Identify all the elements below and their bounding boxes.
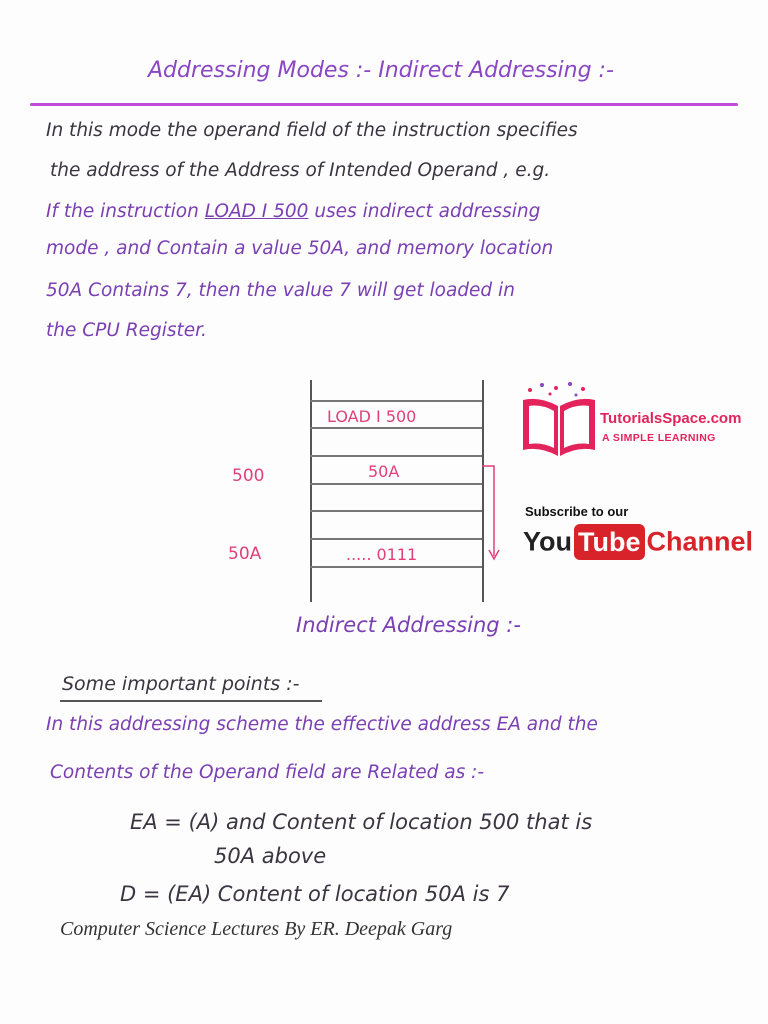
example-suffix: uses indirect addressing [314,201,541,222]
points-heading-underline [60,700,322,702]
memory-diagram [300,380,500,605]
subscribe-text: Subscribe to our [525,504,629,519]
title-underline [30,103,738,106]
brand-tagline: A SIMPLE LEARNING [602,432,716,444]
page-title: Addressing Modes :- Indirect Addressing :- [148,58,614,83]
memory-cell-500: 50A [368,462,400,481]
example-line-1 [46,203,540,222]
points-line-1: In this addressing scheme the effective address EA and the [46,714,598,735]
memory-divider [310,427,482,429]
diagram-caption: Indirect Addressing :- [296,613,521,637]
example-line-2: mode , and Contain a value 50A, and memory location [46,238,554,259]
example-prefix: If the instruction [46,201,199,222]
example-line-4: the CPU Register. [46,320,207,341]
memory-divider [310,483,482,485]
instruction-text: LOAD I 500 [204,201,309,222]
memory-cell-50a: ..... 0111 [346,545,418,564]
brand-name: TutorialsSpace.com [600,410,742,427]
memory-divider [310,538,482,540]
intro-line-1: In this mode the operand field of the instruction specifies [46,120,578,141]
formula-ea-line-2: 50A above [214,844,327,868]
footer-credit: Computer Science Lectures By ER. Deepak Garg [60,918,453,940]
example-line-3: 50A Contains 7, then the value 7 will get loaded in [46,280,515,301]
points-heading: Some important points :- [62,673,300,695]
youtube-channel-logo [523,524,753,560]
memory-left-border [310,380,312,602]
youtube-channel-text: Channel [646,526,754,557]
formula-ea-line-1: EA = (A) and Content of location 500 that is [130,810,593,834]
open-book-icon [520,382,600,462]
memory-divider [310,400,482,402]
address-50a: 50A [228,544,262,564]
memory-divider [310,510,482,512]
intro-line-2: the address of the Address of Intended Operand , e.g. [50,160,551,181]
pointer-arrow-icon [480,464,500,564]
youtube-tube-text: Tube [574,524,645,560]
youtube-you-text: You [523,526,572,557]
address-500: 500 [232,466,265,486]
tutorialsspace-logo [520,382,740,462]
memory-divider [310,566,482,568]
memory-divider [310,455,482,457]
points-line-2: Contents of the Operand field are Related as :- [50,762,485,783]
memory-cell-instruction: LOAD I 500 [327,407,417,426]
formula-d: D = (EA) Content of location 50A is 7 [120,882,510,906]
